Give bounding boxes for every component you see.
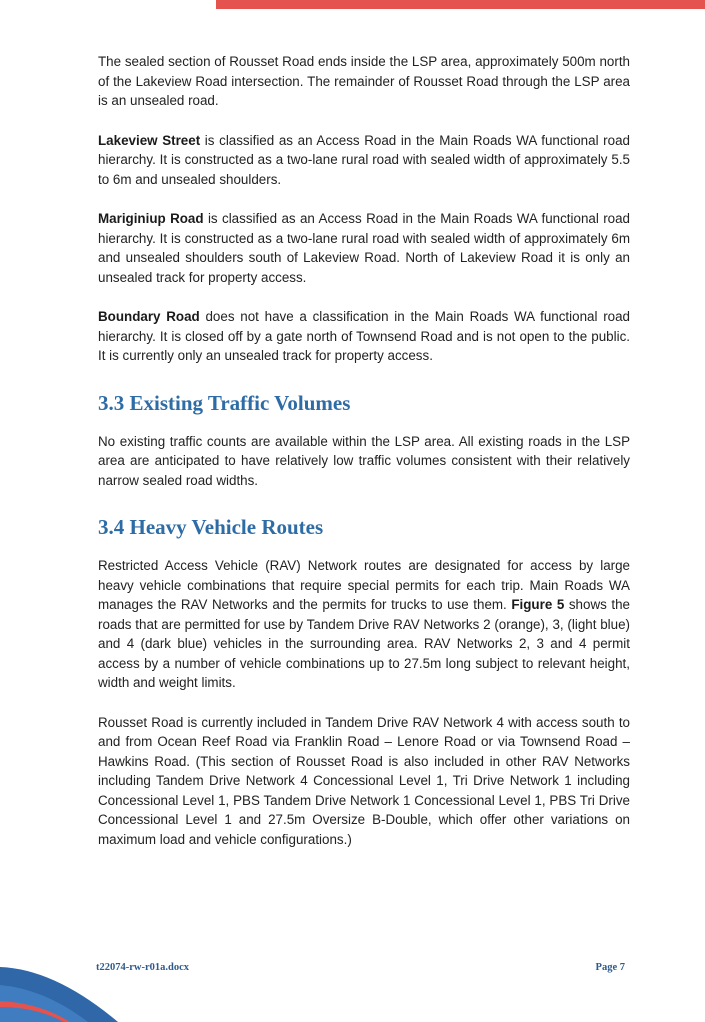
footer-filename: t22074-rw-r01a.docx: [96, 962, 190, 973]
section-heading-heavy-vehicle-routes: 3.4 Heavy Vehicle Routes: [98, 515, 324, 539]
section-heading-traffic-volumes: 3.3 Existing Traffic Volumes: [98, 390, 351, 415]
figure-reference: Figure 5: [511, 597, 565, 612]
header-accent-band: [216, 0, 705, 9]
footer-page-number: Page 7: [595, 962, 625, 973]
paragraph-text: is classified as an Access Road in the Main Roads WA functional road hierarchy. It is constructed as a two-lane rural road with sealed width of approximately 5.5 to 6m and unsealed shoulders.: [98, 132, 630, 187]
paragraph-text: Restricted Access Vehicle (RAV) Network routes are designated for access by large heavy vehicle combinations that require special permits for each trip. Main Roads WA manages the RAV Networks and the permits for trucks to use them.: [98, 558, 630, 612]
paragraph-mariginiup-road: [98, 209, 630, 287]
paragraph-traffic-volumes: No existing traffic counts are available within the LSP area. All existing roads in the LSP area are anticipated to have relatively low traffic volumes consistent with their relatively narrow sealed road widths.: [98, 433, 630, 488]
paragraph-rousset-rav: Rousset Road is currently included in Tandem Drive RAV Network 4 with access south to and from Ocean Reef Road via Franklin Road – Lenore Road or via Townsend Road – Hawkins Road. (This section of Rousset Road is also included in other RAV Networks including Tandem Drive Network 4 Concessional Level 1, Tri Drive Network 1 including Concessional Level 1, PBS Tandem Drive Network 1 Concessional Level 1, PBS Tri Drive Concessional Level 1 and 27.5m Oversize B-Double, which offer other variations on maximum load and vehicle configurations.): [98, 714, 630, 847]
paragraph-rousset-road: [98, 52, 630, 111]
paragraph-text: is classified as an Access Road in the Main Roads WA functional road hierarchy. It is constructed as a two-lane rural road with sealed width of approximately 6m and unsealed shoulders south of Lakeview Road. North of Lakeview Road it is only an unsealed track for property access.: [98, 211, 630, 285]
paragraph-text: The sealed section of Rousset Road ends inside the LSP area, approximately 500m north of the Lakeview Road intersection. The remainder of Rousset Road through the LSP area is an unsealed road.: [98, 54, 630, 108]
paragraph-rav-networks: [98, 556, 630, 693]
page-content: [98, 52, 630, 869]
road-name: Mariginiup Road: [98, 211, 204, 226]
paragraph-text: shows the roads that are permitted for use by Tandem Drive RAV Networks 2 (orange), 3, (light blue) and 4 (dark blue) vehicles in the surrounding area. RAV Networks 2, 3 and 4 permit access by a number of vehicle combinations up to 27.5m long subject to relevant height, width and weight limits.: [98, 597, 630, 690]
road-name: Boundary Road: [98, 309, 200, 324]
paragraph-text: does not have a classification in the Main Roads WA functional road hierarchy. It is closed off by a gate north of Townsend Road and is not open to the public. It is currently only an unsealed track for property access.: [98, 309, 630, 363]
road-name: Lakeview Street: [98, 132, 201, 148]
paragraph-boundary-road: [98, 307, 630, 366]
paragraph-lakeview-street: [98, 131, 630, 190]
